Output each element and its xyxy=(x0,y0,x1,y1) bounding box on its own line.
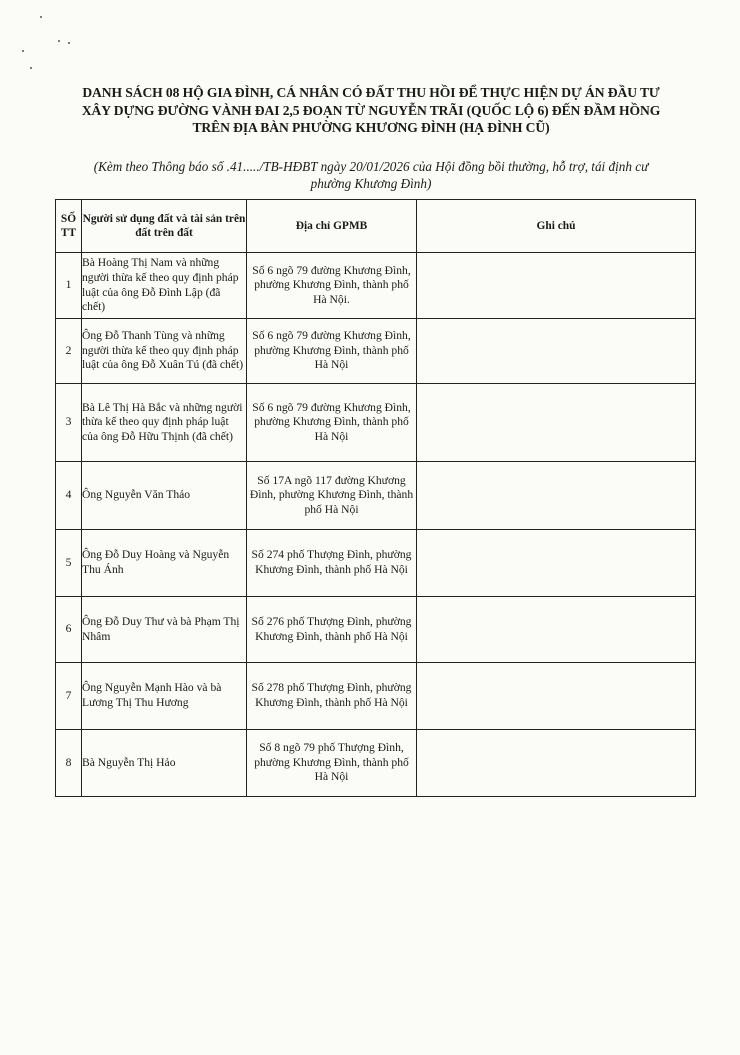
row-stt: 6 xyxy=(56,597,82,663)
table-header-row xyxy=(56,200,696,253)
scan-speck xyxy=(40,16,42,18)
row-address: Số 274 phố Thượng Đình, phường Khương Đình, thành phố Hà Nội xyxy=(247,530,417,597)
row-address: Số 6 ngõ 79 đường Khương Đình, phường Khương Đình, thành phố Hà Nội xyxy=(247,384,417,462)
row-note xyxy=(417,530,696,597)
row-address: Số 6 ngõ 79 đường Khương Đình, phường Khương Đình, thành phố Hà Nội. xyxy=(247,253,417,319)
subtitle-line: phường Khương Đình) xyxy=(310,176,432,191)
row-stt: 3 xyxy=(56,384,82,462)
scan-speck xyxy=(58,40,60,42)
row-address: Số 17A ngõ 117 đường Khương Đình, phường Khương Đình, thành phố Hà Nội xyxy=(247,462,417,530)
scan-speck xyxy=(30,67,32,69)
row-note xyxy=(417,597,696,663)
row-stt: 1 xyxy=(56,253,82,319)
table-row xyxy=(56,253,696,319)
row-name: Bà Nguyễn Thị Hảo xyxy=(82,730,247,797)
subtitle-line: (Kèm theo Thông báo số .41...../TB-HĐBT ngày 20/01/2026 của Hội đồng bồi thường, hỗ trợ, tái định cư xyxy=(93,159,649,174)
header-stt: SỐ TT xyxy=(56,200,82,253)
header-name: Người sử dụng đất và tài sản trên đất trên đất xyxy=(82,200,247,253)
row-name: Ông Nguyễn Mạnh Hào và bà Lương Thị Thu Hương xyxy=(82,663,247,730)
title-line: DANH SÁCH 08 HỘ GIA ĐÌNH, CÁ NHÂN CÓ ĐẤT THU HỒI ĐỂ THỰC HIỆN DỰ ÁN ĐẦU TƯ xyxy=(82,85,660,100)
table-row xyxy=(56,462,696,530)
table-row xyxy=(56,730,696,797)
row-note xyxy=(417,384,696,462)
table-row xyxy=(56,597,696,663)
table-row xyxy=(56,319,696,384)
row-note xyxy=(417,319,696,384)
household-table xyxy=(55,199,696,797)
row-stt: 2 xyxy=(56,319,82,384)
row-name: Ông Nguyễn Văn Thảo xyxy=(82,462,247,530)
table-row xyxy=(56,663,696,730)
scan-speck xyxy=(22,50,24,52)
row-note xyxy=(417,730,696,797)
table-row xyxy=(56,530,696,597)
scan-speck xyxy=(68,42,70,44)
row-address: Số 6 ngõ 79 đường Khương Đình, phường Khương Đình, thành phố Hà Nội xyxy=(247,319,417,384)
title-line: TRÊN ĐỊA BÀN PHƯỜNG KHƯƠNG ĐÌNH (HẠ ĐÌNH CŨ) xyxy=(192,120,550,135)
header-note: Ghi chú xyxy=(417,200,696,253)
row-address: Số 276 phố Thượng Đình, phường Khương Đình, thành phố Hà Nội xyxy=(247,597,417,663)
row-name: Bà Lê Thị Hà Bắc và những người thừa kế theo quy định pháp luật của ông Đỗ Hữu Thịnh (đã chết) xyxy=(82,384,247,462)
row-address: Số 278 phố Thượng Đình, phường Khương Đình, thành phố Hà Nội xyxy=(247,663,417,730)
row-note xyxy=(417,663,696,730)
document-title xyxy=(60,84,682,137)
row-stt: 4 xyxy=(56,462,82,530)
header-address: Địa chỉ GPMB xyxy=(247,200,417,253)
row-name: Bà Hoàng Thị Nam và những người thừa kế theo quy định pháp luật của ông Đỗ Đình Lập (đã chết) xyxy=(82,253,247,319)
title-line: XÂY DỰNG ĐƯỜNG VÀNH ĐAI 2,5 ĐOẠN TỪ NGUYỄN TRÃI (QUỐC LỘ 6) ĐẾN ĐẦM HỒNG xyxy=(81,102,661,118)
document-subtitle xyxy=(60,158,682,192)
row-name: Ông Đỗ Duy Hoàng và Nguyễn Thu Ánh xyxy=(82,530,247,597)
table-row xyxy=(56,384,696,462)
row-stt: 7 xyxy=(56,663,82,730)
row-stt: 5 xyxy=(56,530,82,597)
row-note xyxy=(417,253,696,319)
row-stt: 8 xyxy=(56,730,82,797)
row-name: Ông Đỗ Thanh Tùng và những người thừa kế theo quy định pháp luật của ông Đỗ Xuân Tú (đã chết) xyxy=(82,319,247,384)
row-name: Ông Đỗ Duy Thư và bà Phạm Thị Nhâm xyxy=(82,597,247,663)
row-address: Số 8 ngõ 79 phố Thượng Đình, phường Khương Đình, thành phố Hà Nội xyxy=(247,730,417,797)
row-note xyxy=(417,462,696,530)
